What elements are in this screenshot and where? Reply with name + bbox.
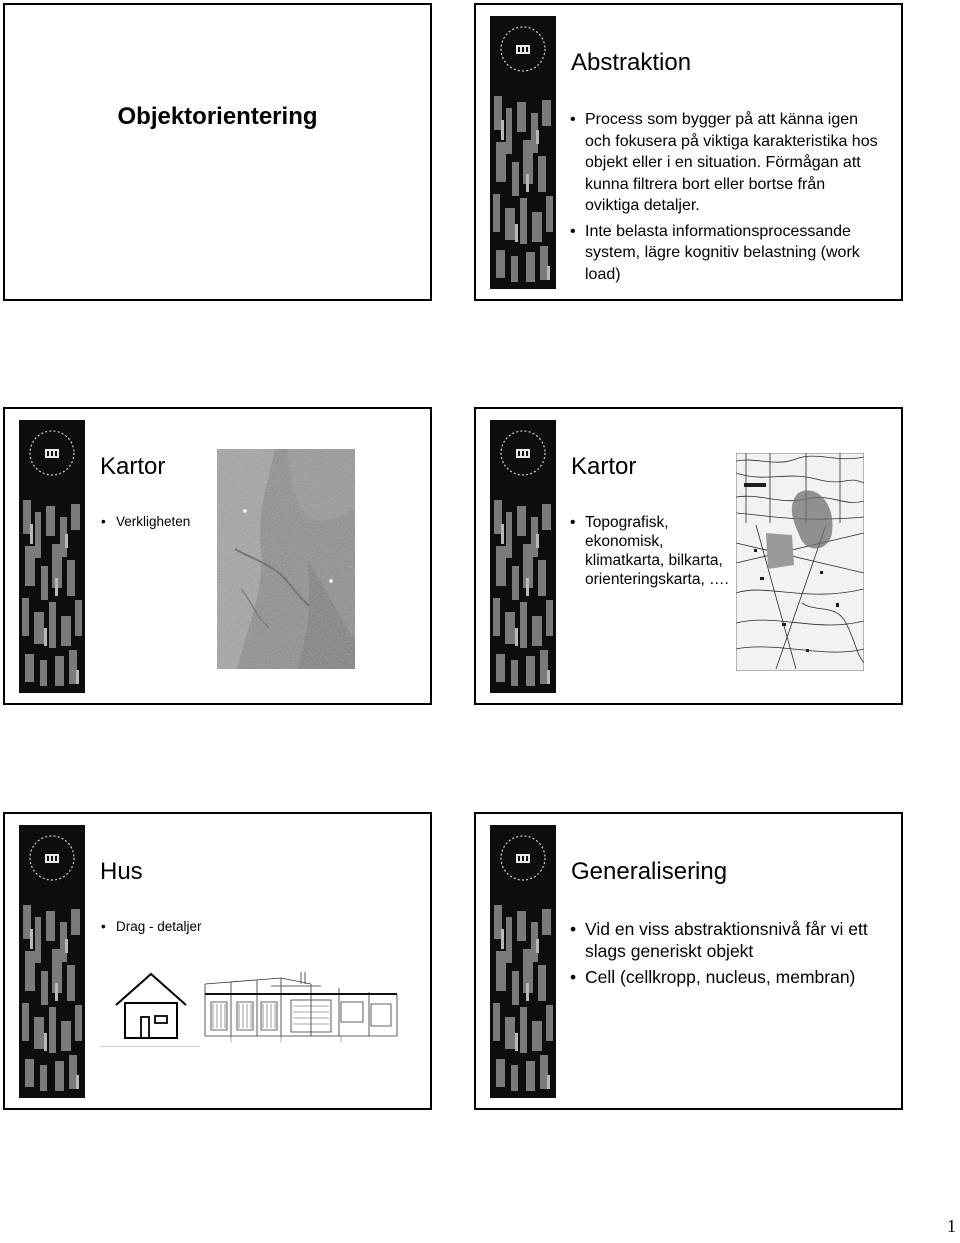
slide-title: Objektorientering [117,103,318,130]
slide-kartor-verkligheten [3,407,432,705]
university-logo-band [490,825,556,1098]
university-logo-band [490,420,556,693]
simple-house-drawing [113,971,189,1041]
university-logo-band [19,420,85,693]
slide-kartor-typer [474,407,903,705]
page-number: 1 [947,1216,956,1236]
slide-abstraktion [474,3,903,301]
slide-title: Generalisering [571,858,728,885]
slide-hus [3,812,432,1110]
bullet-list [570,513,740,589]
satellite-image [217,449,355,669]
bullet-item: • Cell (cellkropp, nucleus, membran) [570,966,890,988]
slide-objektorientering [3,3,432,301]
slide-generalisering [474,812,903,1110]
bullet-list [101,513,190,531]
bullet-item: • Verkligheten [101,513,190,531]
bullet-item: • Drag - detaljer [101,918,202,936]
bullet-item: • Vid en viss abstraktionsnivå får vi ett slags generiskt objekt [570,918,890,962]
divider-line [100,1046,200,1047]
bullet-item: • Topografisk, ekonomisk, klimatkarta, bilkarta, orienteringskarta, …. [570,513,740,589]
bullet-list [101,918,202,936]
bullet-list [570,918,890,992]
slide-title: Kartor [100,453,166,480]
bullet-item: • Inte belasta informationsprocessande system, lägre kognitiv belastning (work load) [570,221,880,286]
slide-title: Abstraktion [571,49,692,76]
university-logo-band [19,825,85,1098]
bullet-list [570,109,880,289]
slide-title: Hus [100,858,143,885]
detailed-building-sketch [201,972,401,1044]
slide-title: Kartor [571,453,637,480]
map-collage-image [736,453,864,671]
university-logo-band [490,16,556,289]
bullet-item: • Process som bygger på att känna igen och fokusera på viktiga karakteristika hos objekt eller i en situation. Förmågan att kunna filtrera bort eller bortse från oviktiga detaljer. [570,109,880,217]
